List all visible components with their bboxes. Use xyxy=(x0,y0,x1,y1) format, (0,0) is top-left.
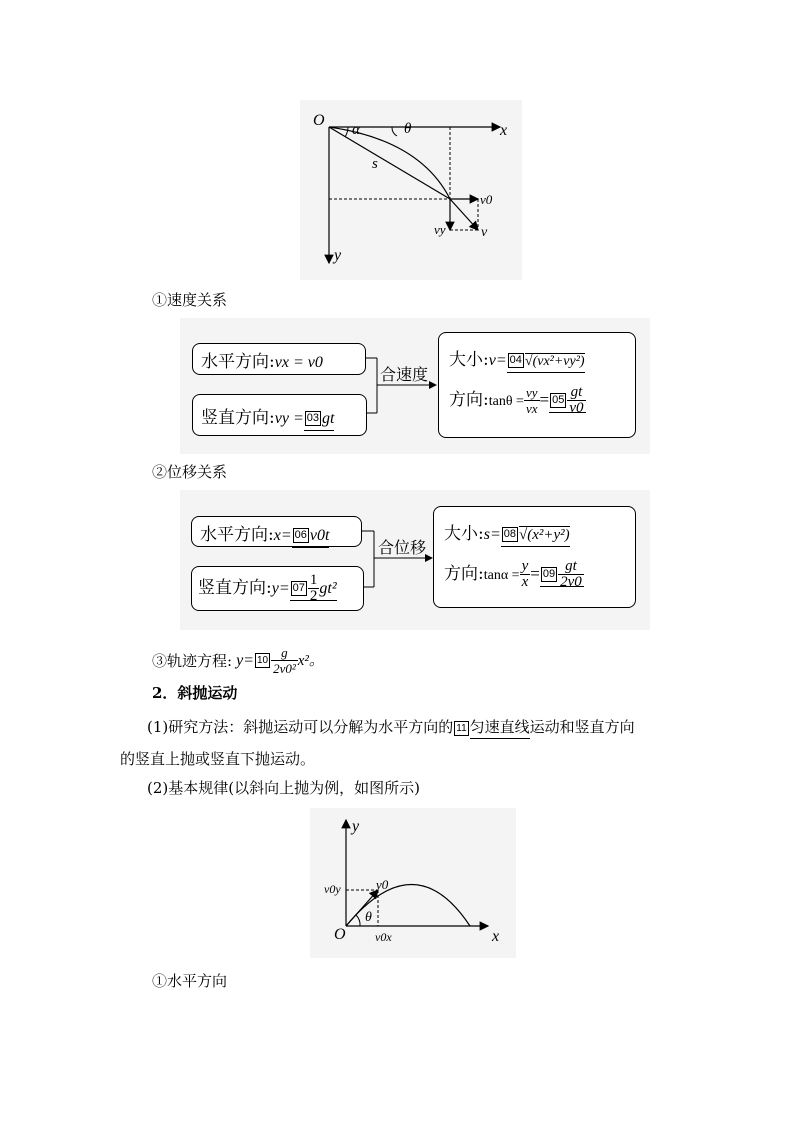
origin-label: O xyxy=(313,112,325,129)
answer-09-denominator: 2v0 xyxy=(560,574,582,590)
displacement-frac-denominator: x xyxy=(521,574,529,590)
basic-law-line: (2)基本规律(以斜向上抛为例，如图所示) xyxy=(147,779,420,797)
displacement-horizontal-equation: x= xyxy=(273,527,292,544)
velocity-horizontal-label: 水平方向: xyxy=(201,352,275,372)
displacement-horizontal-label: 水平方向: xyxy=(200,525,274,545)
fig2-v0-arrow xyxy=(346,890,378,926)
vy-label: vy xyxy=(434,222,446,237)
research-method-text-b: 运动和竖直方向 xyxy=(529,718,635,736)
fig2-theta-label: θ xyxy=(365,910,372,925)
theta-arc xyxy=(392,127,397,136)
displacement-frac-numerator: y xyxy=(521,558,529,574)
x-axis-label: x xyxy=(500,122,508,139)
velocity-result-box: 大小:v= 04 √(vx²+vy²) 方向:tanθ = $\frac{vy}{vx}$ = 05 $\frac{gt}{v0}$ xyxy=(438,332,636,438)
trajectory-y: y= xyxy=(236,651,254,669)
velocity-horizontal-box xyxy=(192,343,366,375)
velocity-vertical-box xyxy=(192,394,367,436)
blank-number-03: 03 xyxy=(306,412,319,424)
research-method-line-2: 的竖直上抛或竖直下抛运动。 xyxy=(120,750,316,768)
trajectory-frac-numerator: g xyxy=(281,645,288,660)
answer-03: gt xyxy=(321,410,335,427)
answer-09-numerator: gt xyxy=(565,558,577,574)
blank-number-07: 07 xyxy=(292,582,305,594)
displacement-direction-equation: tanα = xyxy=(483,568,520,583)
v0-label: v0 xyxy=(480,192,493,207)
combine-displacement-label: 合位移 xyxy=(378,538,427,557)
answer-04: √(vx²+vy²) xyxy=(524,354,585,369)
velocity-vertical-label: 竖直方向: xyxy=(201,408,275,428)
fig2-v0-label: v0 xyxy=(376,877,389,892)
velocity-title: ①速度关系 xyxy=(152,291,228,309)
theta-label: θ xyxy=(404,121,412,137)
answer-07-denominator: 2 xyxy=(309,588,318,604)
v-label: v xyxy=(481,225,488,240)
answer-11: 匀速直线 xyxy=(470,718,530,739)
fig2-v0x-label: v0x xyxy=(375,930,392,944)
answer-06: v0t xyxy=(309,527,330,544)
fig2-origin-label: O xyxy=(334,926,346,943)
trajectory-equation xyxy=(152,645,324,676)
displacement-result-box: 大小:s= 08 √(x²+y²) 方向:tanα = $\frac{y}{x}$ = 09 $\frac{gt}{2v0}$ xyxy=(433,506,636,608)
fig2-v0y-label: v0y xyxy=(324,882,341,896)
displacement-vertical-label: 竖直方向: xyxy=(198,578,272,598)
fig2-x-label: x xyxy=(492,928,500,945)
blank-number-11: 11 xyxy=(456,722,467,734)
research-method-line xyxy=(147,716,635,738)
displacement-vertical-equation: y= xyxy=(271,580,290,597)
blank-number-08: 08 xyxy=(503,528,517,540)
displacement-vertical-box xyxy=(191,566,364,611)
velocity-direction-label: 方向: xyxy=(449,390,489,410)
alpha-label: α xyxy=(352,122,360,138)
answer-08: √(x²+y²) xyxy=(519,527,570,543)
trajectory-frac-denominator: 2v0² xyxy=(273,661,296,676)
velocity-horizontal-equation: vx = v0 xyxy=(274,354,323,371)
answer-05-denominator: v0 xyxy=(569,400,584,416)
trajectory-tail: x²。 xyxy=(297,652,324,669)
fig2-y-label: y xyxy=(352,818,360,835)
velocity-size-equation: v= xyxy=(488,352,507,369)
velocity-frac-numerator: vy xyxy=(525,385,538,400)
alpha-arc xyxy=(345,127,348,137)
trajectory-label: ③轨迹方程: xyxy=(152,651,233,670)
v-arrow xyxy=(450,199,478,230)
answer-07-numerator: 1 xyxy=(309,572,318,588)
s-label: s xyxy=(372,156,378,172)
y-axis-label: y xyxy=(334,247,342,264)
displacement-line xyxy=(329,127,450,199)
displacement-size-equation: s= xyxy=(483,526,501,543)
velocity-size-label: 大小: xyxy=(449,350,489,370)
research-method-text-a: (1)研究方法：斜抛运动可以分解为水平方向的 xyxy=(147,718,454,736)
blank-number-04: 04 xyxy=(509,354,522,366)
combine-velocity-label: 合速度 xyxy=(380,365,429,384)
horizontal-direction-heading: ①水平方向 xyxy=(152,972,228,990)
velocity-direction-equation: tanθ = xyxy=(488,394,524,409)
answer-07-tail: gt² xyxy=(319,580,337,597)
velocity-vertical-equation: vy = xyxy=(274,410,304,427)
blank-number-09: 09 xyxy=(542,568,556,580)
displacement-direction-label: 方向: xyxy=(444,564,484,584)
blank-number-06: 06 xyxy=(294,529,307,541)
fig2-theta-arc xyxy=(356,915,360,926)
answer-05-numerator: gt xyxy=(570,384,583,400)
velocity-frac-denominator: vx xyxy=(525,401,538,416)
blank-number-05: 05 xyxy=(552,394,565,406)
displacement-title: ②位移关系 xyxy=(152,463,228,481)
displacement-horizontal-box xyxy=(191,516,362,547)
displacement-size-label: 大小: xyxy=(444,524,484,544)
section2-heading: 2．斜抛运动 xyxy=(152,684,238,702)
blank-number-10: 10 xyxy=(256,655,269,666)
